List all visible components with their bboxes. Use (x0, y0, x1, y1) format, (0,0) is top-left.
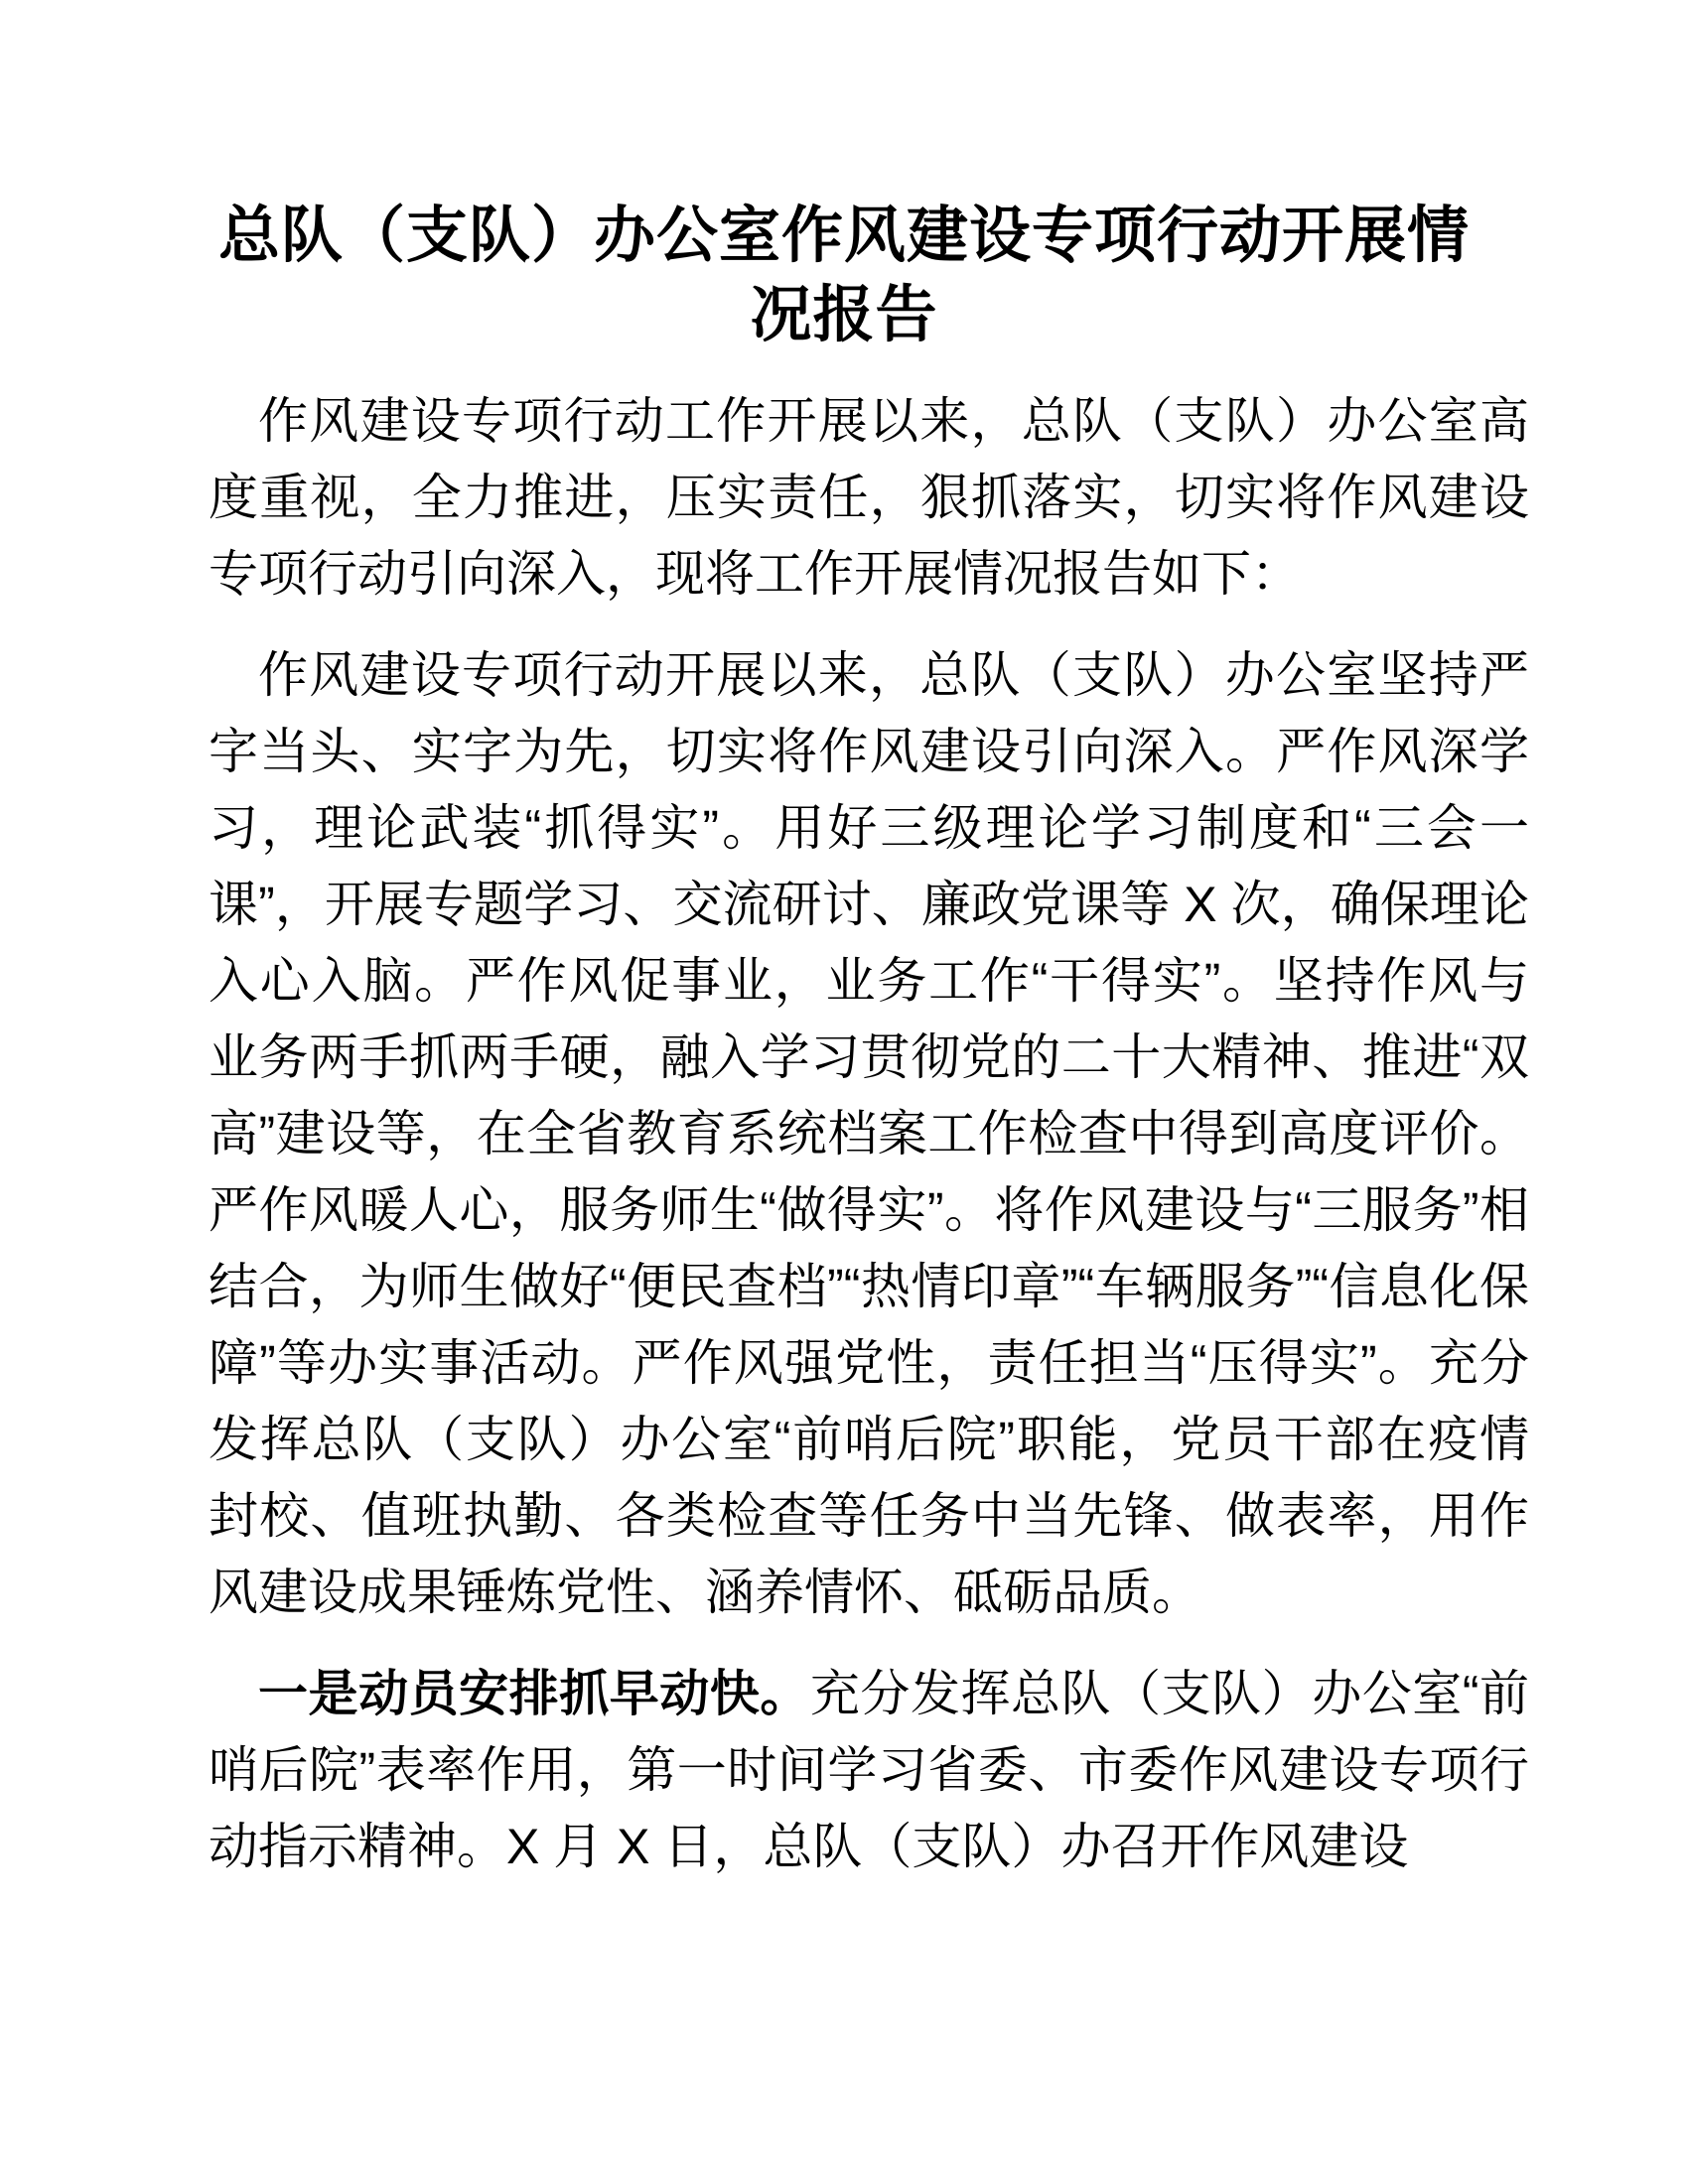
paragraph-run: 作风建设专项行动工作开展以来，总队（支队）办公室高度重视，全力推进，压实责任，狠抓落实，切实将作风建设专项行动引向深入，现将工作开展情况报告如下： (209, 393, 1529, 602)
paragraph (209, 383, 1529, 613)
title-line-1: 总队（支队）办公室作风建设专项行动开展情 (217, 202, 1470, 270)
paragraph-run: 作风建设专项行动开展以来，总队（支队）办公室坚持严字当头、实字为先，切实将作风建设引向深入。严作风深学习，理论武装“抓得实”。用好三级理论学习制度和“三会一课”，开展专题学习、交流研讨、廉政党课等 X 次，确保理论入心入脑。严作风促事业，业务工作“干得实”。坚持作风与业务两手抓两手硬，融入学习贯彻党的二十大精神、推进“双高”建设等，在全省教育系统档案工作检查中得到高度评价。严作风暖人心，服务师生“做得实”。将作风建设与“三服务”相结合，为师生做好“便民查档”“热情印章”“车辆服务”“信息化保障”等办实事活动。严作风强党性，责任担当“压得实”。充分发挥总队（支队）办公室“前哨后院”职能，党员干部在疫情封校、值班执勤、各类检查等任务中当先锋、做表率，用作风建设成果锤炼党性、涵养情怀、砥砺品质。 (209, 647, 1529, 1620)
document-body (209, 383, 1529, 1885)
document-title (0, 0, 1688, 355)
paragraph-run: 充分发挥总队（支队）办公室“前哨后院”表率作用，第一时间学习省委、市委作风建设专项行动指示精神。X 月 X 日，总队（支队）办召开作风建设 (209, 1666, 1529, 1874)
paragraph-bold-run: 一是动员安排抓早动快。 (258, 1666, 810, 1721)
paragraph (209, 637, 1529, 1631)
title-line-2: 况报告 (750, 281, 938, 349)
paragraph (209, 1656, 1529, 1885)
